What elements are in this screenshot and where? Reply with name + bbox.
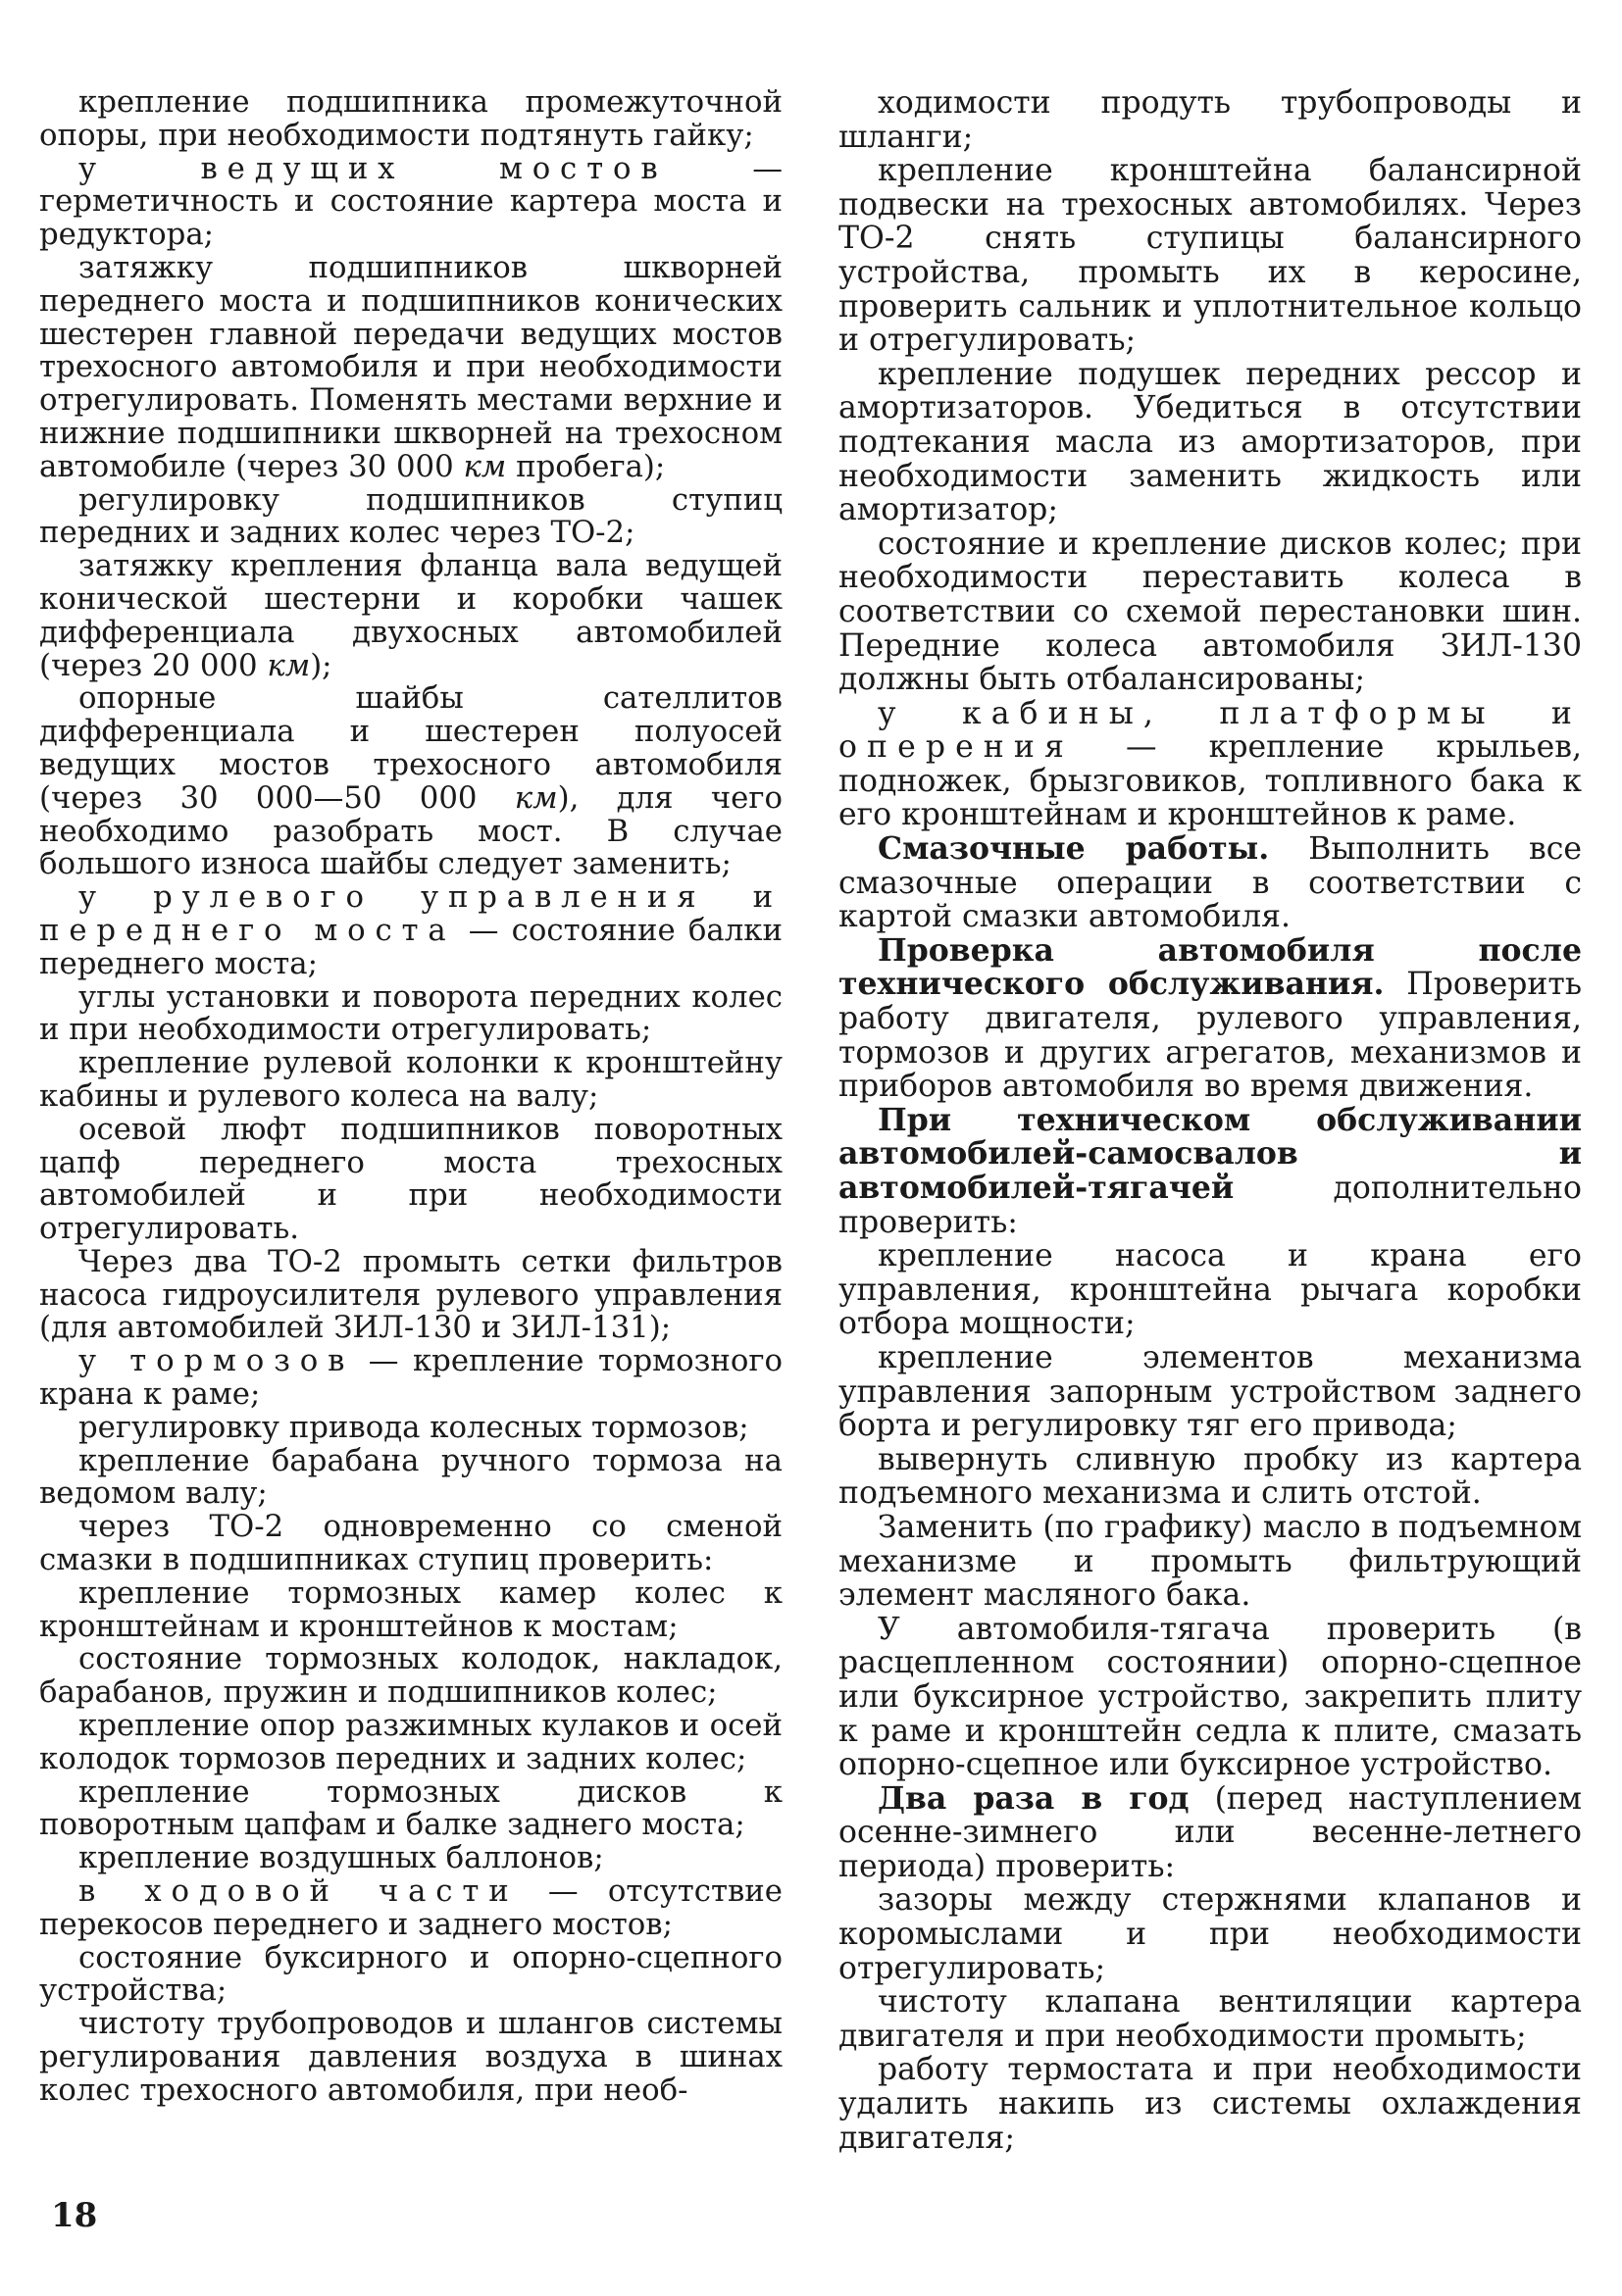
text-run: затяжку подшипников шкворней переднего моста и подшипников конических шестерен главной передачи ведущих мостов трехосного автомобиля и при необходимости отрегулировать. Поменять местами верхние и нижние подшипники шкворней на трехосном автомобиле (через 30 000	[39, 249, 783, 484]
paragraph	[838, 358, 1582, 527]
paragraph	[838, 1341, 1582, 1443]
spaced-subheading: в ходовой части	[78, 1873, 519, 1910]
bold-run-in-heading: Проверка автомобиля после технического обслуживания.	[838, 931, 1582, 1003]
paragraph	[39, 1111, 783, 1247]
spaced-subheading: у рулевого управления и переднего моста	[39, 879, 783, 948]
text-run: (перед наступлением осенне-зимнего или весенне-летнего периода) проверить:	[838, 1780, 1582, 1884]
paragraph	[838, 697, 1582, 832]
text-run: ходимости продуть трубопроводы и шланги;	[838, 85, 1582, 155]
paragraph	[39, 481, 783, 551]
text-run: — крепление тормозного крана к раме;	[39, 1343, 783, 1413]
italic-unit: км	[514, 779, 558, 816]
paragraph	[838, 1511, 1582, 1613]
paragraph	[39, 550, 783, 682]
paragraph	[39, 2008, 783, 2107]
paragraph	[838, 1239, 1582, 1341]
text-run: углы установки и поворота передних колес и при необходимости отрегулировать;	[39, 978, 783, 1048]
italic-unit: км	[267, 647, 311, 683]
spaced-subheading: у тормозов	[78, 1343, 355, 1379]
text-run: крепление насоса и крана его управления, кронштейна рычага коробки отбора мощности;	[838, 1238, 1582, 1342]
paragraph	[39, 1511, 783, 1577]
paragraph	[39, 150, 783, 253]
paragraph	[39, 249, 783, 484]
paragraph	[838, 1101, 1582, 1240]
paragraph	[39, 1047, 783, 1114]
text-run: регулировку подшипников ступиц передних и задних колес через ТО-2;	[39, 481, 783, 551]
text-run: работу термостата и при необходимости удалить накипь из системы охлаждения двигателя;	[838, 2052, 1582, 2156]
text-run: Проверить работу двигателя, рулевого управления, тормозов и других агрегатов, механизмов и приборов автомобиля во время движения.	[838, 967, 1582, 1105]
spaced-subheading: у кабины, платформы и оперения	[838, 695, 1582, 766]
text-run: крепление подшипника промежуточной опоры, при необходимости подтянуть гайку;	[39, 84, 783, 153]
text-run: крепление воздушных баллонов;	[78, 1840, 604, 1876]
paragraph	[838, 931, 1582, 1105]
text-run: крепление тормозных камер колес к кронштейнам и кронштейнов к мостам;	[39, 1574, 783, 1644]
left-text-column	[39, 86, 783, 2108]
text-run: Через два ТО-2 промыть сетки фильтров насоса гидроусилителя рулевого управления (для автомобилей ЗИЛ-130 и ЗИЛ-131);	[39, 1243, 783, 1346]
text-run: осевой люфт подшипников поворотных цапф переднего моста трехосных автомобилей и при необходимости отрегулировать.	[39, 1111, 783, 1247]
text-run: — герметичность и состояние картера моста и редуктора;	[39, 150, 783, 253]
page-number: 18	[51, 2196, 98, 2235]
text-run: через ТО-2 одновременно со сменой смазки в подшипниках ступиц проверить:	[39, 1509, 783, 1578]
text-run: пробега);	[506, 448, 666, 484]
text-run: затяжку крепления фланца вала ведущей конической шестерни и коробки чашек дифференциала двухосных автомобилей (через 20 000	[39, 548, 783, 683]
paragraph	[39, 1939, 783, 2009]
paragraph	[838, 832, 1582, 934]
paragraph	[838, 1985, 1582, 2053]
paragraph	[39, 978, 783, 1048]
text-run: состояние буксирного и опорно-сцепного устройства;	[39, 1939, 783, 2009]
paragraph	[838, 1443, 1582, 1511]
text-run: чистоту трубопроводов и шлангов системы регулирования давления воздуха в шинах колес трехосного автомобиля, при необ-	[39, 2006, 783, 2108]
paragraph	[39, 1773, 783, 1843]
paragraph	[838, 1779, 1582, 1884]
text-run: — отсутствие перекосов переднего и заднего мостов;	[39, 1873, 783, 1942]
paragraph	[838, 1883, 1582, 1985]
bold-run-in-heading: Смазочные работы.	[878, 830, 1270, 868]
text-run: крепление барабана ручного тормоза на ведомом валу;	[39, 1442, 783, 1512]
text-run: зазоры между стержнями клапанов и коромыслами и при необходимости отрегулировать;	[838, 1882, 1582, 1986]
text-run: — крепление крыльев, подножек, брызговиков, топливного бака к его кронштейнам и кронштейнов к раме.	[838, 729, 1582, 833]
italic-unit: км	[463, 448, 507, 484]
text-run: опорные шайбы сателлитов дифференциала и шестерен полуосей ведущих мостов трехосного автомобиля (через 30 000—50 000	[39, 680, 783, 816]
text-run: крепление элементов механизма управления запорным устройством заднего борта и регулировку тяг его привода;	[838, 1339, 1582, 1444]
paragraph	[39, 1710, 783, 1776]
text-run: крепление опор разжимных кулаков и осей колодок тормозов передних и задних колес;	[39, 1708, 783, 1776]
text-run: крепление кронштейна балансирной подвески на трехосных автомобилях. Через ТО-2 снять ступицы балансирного устройства, промыть их в керосине, проверить сальник и уплотнительное кольцо и отрегулировать;	[838, 153, 1582, 359]
text-run: Заменить (по графику) масло в подъемном механизме и промыть фильтрующий элемент масляного бака.	[838, 1509, 1582, 1614]
paragraph	[39, 86, 783, 153]
text-run: У автомобиля-тягача проверить (в расцепленном состоянии) опорно-сцепное или буксирное устройство, закрепить плиту к раме и кронштейн седла к плите, смазать опорно-сцепное или буксирное устройство.	[838, 1611, 1582, 1783]
paragraph	[39, 1643, 783, 1710]
paragraph	[838, 86, 1582, 154]
bold-run-in-heading: Два раза в год	[878, 1779, 1190, 1817]
text-run: ), для чего необходимо разобрать мост. В случае большого износа шайбы следует заменить;	[39, 779, 783, 882]
text-run: — состояние балки переднего моста;	[39, 912, 783, 981]
paragraph	[39, 881, 783, 980]
paragraph	[39, 1842, 783, 1875]
paragraph	[838, 527, 1582, 697]
text-run: вывернуть сливную пробку из картера подъемного механизма и слить отстой.	[838, 1441, 1582, 1512]
right-text-column	[838, 86, 1582, 2155]
text-run: состояние и крепление дисков колес; при необходимости переставить колеса в соответствии со схемой перестановки шин. Передние колеса автомобиля ЗИЛ-130 должны быть отбалансированы;	[838, 525, 1582, 698]
text-run: регулировку привода колесных тормозов;	[78, 1409, 749, 1445]
paragraph	[39, 1442, 783, 1512]
paragraph	[39, 1243, 783, 1346]
paragraph	[39, 1345, 783, 1412]
paragraph	[39, 1409, 783, 1445]
text-run: состояние тормозных колодок, накладок, барабанов, пружин и подшипников колес;	[39, 1641, 783, 1711]
bold-run-in-heading: При техническом обслуживании автомобилей-самосвалов и автомобилей-тягачей	[838, 1101, 1582, 1206]
paragraph	[838, 154, 1582, 358]
text-run: крепление рулевой колонки к кронштейну кабины и рулевого колеса на валу;	[39, 1045, 783, 1114]
text-run: дополнительно проверить:	[838, 1171, 1582, 1240]
paragraph	[39, 1574, 783, 1644]
text-run: Выполнить все смазочные операции в соответствии с картой смазки автомобиля.	[838, 831, 1582, 935]
text-run: крепление подушек передних рессор и амортизаторов. Убедиться в отсутствии подтекания масла из амортизаторов, при необходимости заменить жидкость или амортизатор;	[838, 356, 1582, 528]
paragraph	[838, 2053, 1582, 2155]
text-run: крепление тормозных дисков к поворотным цапфам и балке заднего моста;	[39, 1773, 783, 1843]
paragraph	[838, 1613, 1582, 1782]
spaced-subheading: у ведущих мостов	[78, 150, 668, 186]
paragraph	[39, 1875, 783, 1942]
text-run: );	[310, 647, 332, 683]
paragraph	[39, 682, 783, 881]
text-run: чистоту клапана вентиляции картера двигателя и при необходимости промыть;	[838, 1984, 1582, 2054]
